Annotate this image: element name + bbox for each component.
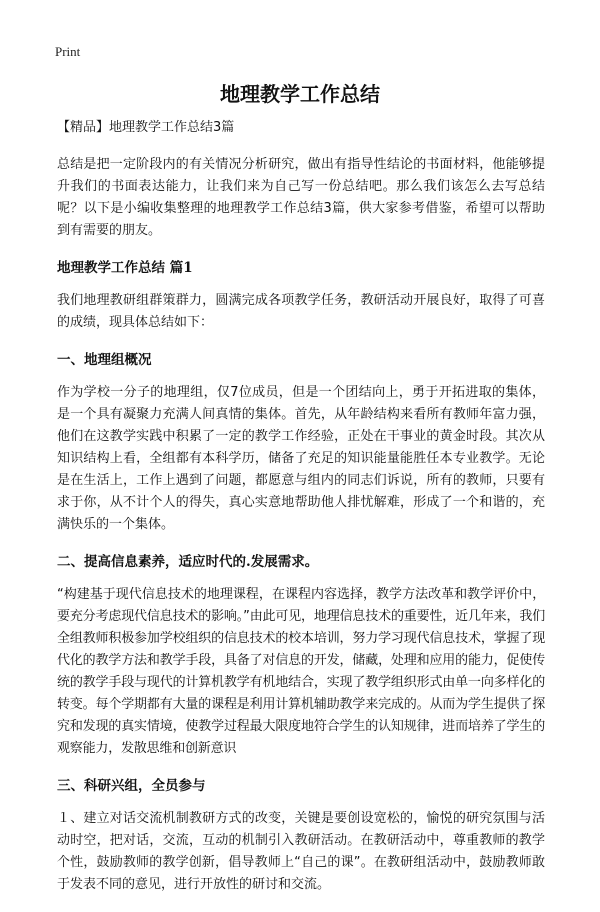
page-title: 地理教学工作总结 <box>220 82 380 106</box>
intro-paragraph: 总结是把一定阶段内的有关情况分析研究，做出有指导性结论的书面材料，他能够提升我们的书面表达能力，让我们来为自己写一份总结吧。那么我们该怎么去写总结呢？以下是小编收集整理的地理教学工作总结3篇，供大家参考借鉴，希望可以帮助到有需要的朋友。 <box>57 157 545 238</box>
document-subtitle: 【精品】地理教学工作总结3篇 <box>57 120 235 135</box>
print-label: Print <box>55 44 81 59</box>
article-lead-paragraph: 我们地理教研组群策群力，圆满完成各项教学任务，教研活动开展良好，取得了可喜的成绩，现具体总结如下： <box>57 293 545 330</box>
section-body-overview: 作为学校一分子的地理组，仅7位成员，但是一个团结向上，勇于开拓进取的集体，是一个具有凝聚力充满人间真情的集体。首先，从年龄结构来看所有教师年富力强，他们在这教学实践中积累了一定的教学工作经验，正处在干事业的黄金时段。其次从知识结构上看，全组都有本科学历，储备了充足的知识能量能胜任本专业教学。无论是在生活上，工作上遇到了问题，都愿意与组内的同志们诉说，所有的教师，只要有求于你，从不计个人的得失，真心实意地帮助他人排忧解难，形成了一个和谐的，充满快乐的一个集体。 <box>57 385 545 532</box>
article-heading: 地理教学工作总结 篇1 <box>57 260 193 276</box>
section-heading-information-literacy: 二、提高信息素养，适应时代的.发展需求。 <box>57 554 319 570</box>
section-heading-overview: 一、地理组概况 <box>57 352 152 368</box>
section-heading-research: 三、科研兴组，全员参与 <box>57 778 206 794</box>
section-body-information-literacy: “构建基于现代信息技术的地理课程，在课程内容选择，教学方法改革和教学评价中，要充分考虑现代信息技术的影响。”由此可见，地理信息技术的重要性，近几年来，我们全组教师积极参加学校组织的信息技术的校本培训，努力学习现代信息技术，掌握了现代化的教学方法和教学手段，具备了对信息的开发，储藏，处理和应用的能力，促使传统的教学手段与现代的计算机教学有机地结合，实现了教学组织形式由单一向多样化的转变。每个学期都有大量的课程是利用计算机辅助教学来完成的。从而为学生提供了探究和发现的真实情境，使教学过程最大限度地符合学生的认知规律，进而培养了学生的观察能力，发散思维和创新意识 <box>57 587 545 756</box>
section-body-research: １、建立对话交流机制教研方式的改变，关键是要创设宽松的，愉悦的研究氛围与活动时空，把对话，交流，互动的机制引入教研活动。在教研活动中，尊重教师的教学个性，鼓励教师的教学创新，倡导教师上“自己的课”。在教研组活动中，鼓励教师敢于发表不同的意见，进行开放性的研讨和交流。 <box>57 811 545 892</box>
document-body <box>57 119 545 912</box>
